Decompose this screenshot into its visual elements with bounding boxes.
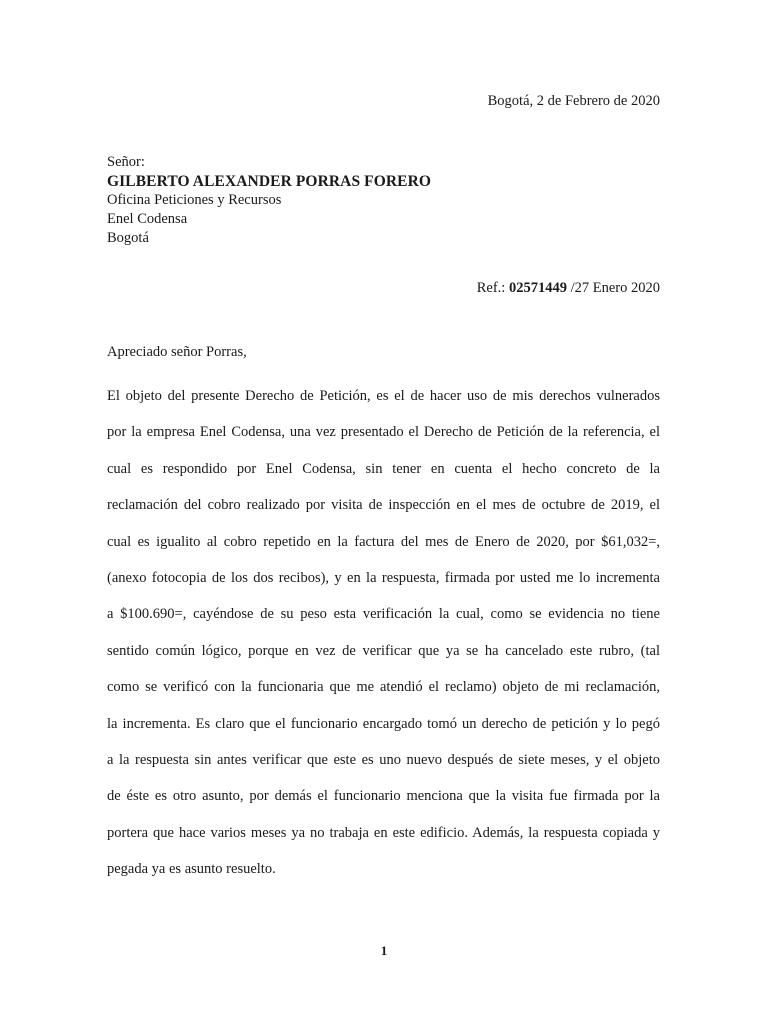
reference-number: 02571449 — [508, 280, 567, 296]
body-line: (anexo fotocopia de los dos recibos), y en la respuesta, firmada por usted me lo incrementa — [107, 569, 660, 586]
recipient-company: Enel Codensa — [107, 211, 188, 227]
letter-date: Bogotá, 2 de Febrero de 2020 — [487, 93, 660, 109]
salutation: Apreciado señor Porras, — [107, 344, 247, 360]
reference-prefix: Ref.: — [476, 280, 506, 296]
recipient-title: Señor: — [107, 154, 145, 170]
body-line: de éste es otro asunto, por demás el funcionario menciona que la visita fue firmada por la — [107, 788, 660, 805]
body-line: cual es igualito al cobro repetido en la factura del mes de Enero de 2020, por $61,032=, — [107, 533, 660, 550]
reference-suffix: /27 Enero 2020 — [570, 280, 660, 296]
body-line: como se verificó con la funcionaria que me atendió el reclamo) objeto de mi reclamación, — [107, 679, 660, 696]
recipient-block — [107, 153, 431, 248]
body-line: sentido común lógico, porque en vez de verificar que ya se ha cancelado este rubro, (tal — [107, 642, 660, 659]
body-line: a $100.690=, cayéndose de su peso esta verificación la cual, como se evidencia no tiene — [107, 606, 660, 623]
recipient-name: GILBERTO ALEXANDER PORRAS FORERO — [107, 173, 432, 190]
body-line: El objeto del presente Derecho de Petición, es el de hacer uso de mis derechos vulnerados — [107, 388, 660, 404]
body-line: cual es respondido por Enel Codensa, sin tener en cuenta el hecho concreto de la — [107, 460, 660, 477]
body-line: reclamación del cobro realizado por visita de inspección en el mes de octubre de 2019, el — [107, 497, 660, 514]
recipient-city: Bogotá — [107, 230, 149, 246]
letter-body — [107, 386, 660, 895]
page-number: 1 — [380, 943, 388, 958]
reference-line — [477, 278, 660, 298]
body-line: pegada ya es asunto resuelto. — [107, 861, 276, 878]
body-line: portera que hace varios meses ya no trabaja en este edificio. Además, la respuesta copiada y — [107, 824, 660, 841]
body-line: a la respuesta sin antes verificar que este es uno nuevo después de siete meses, y el objeto — [107, 751, 660, 768]
body-line: la incrementa. Es claro que el funcionario encargado tomó un derecho de petición y lo pegó — [107, 715, 660, 732]
body-line: por la empresa Enel Codensa, una vez presentado el Derecho de Petición de la referencia, el — [107, 424, 660, 441]
recipient-office: Oficina Peticiones y Recursos — [107, 192, 282, 208]
